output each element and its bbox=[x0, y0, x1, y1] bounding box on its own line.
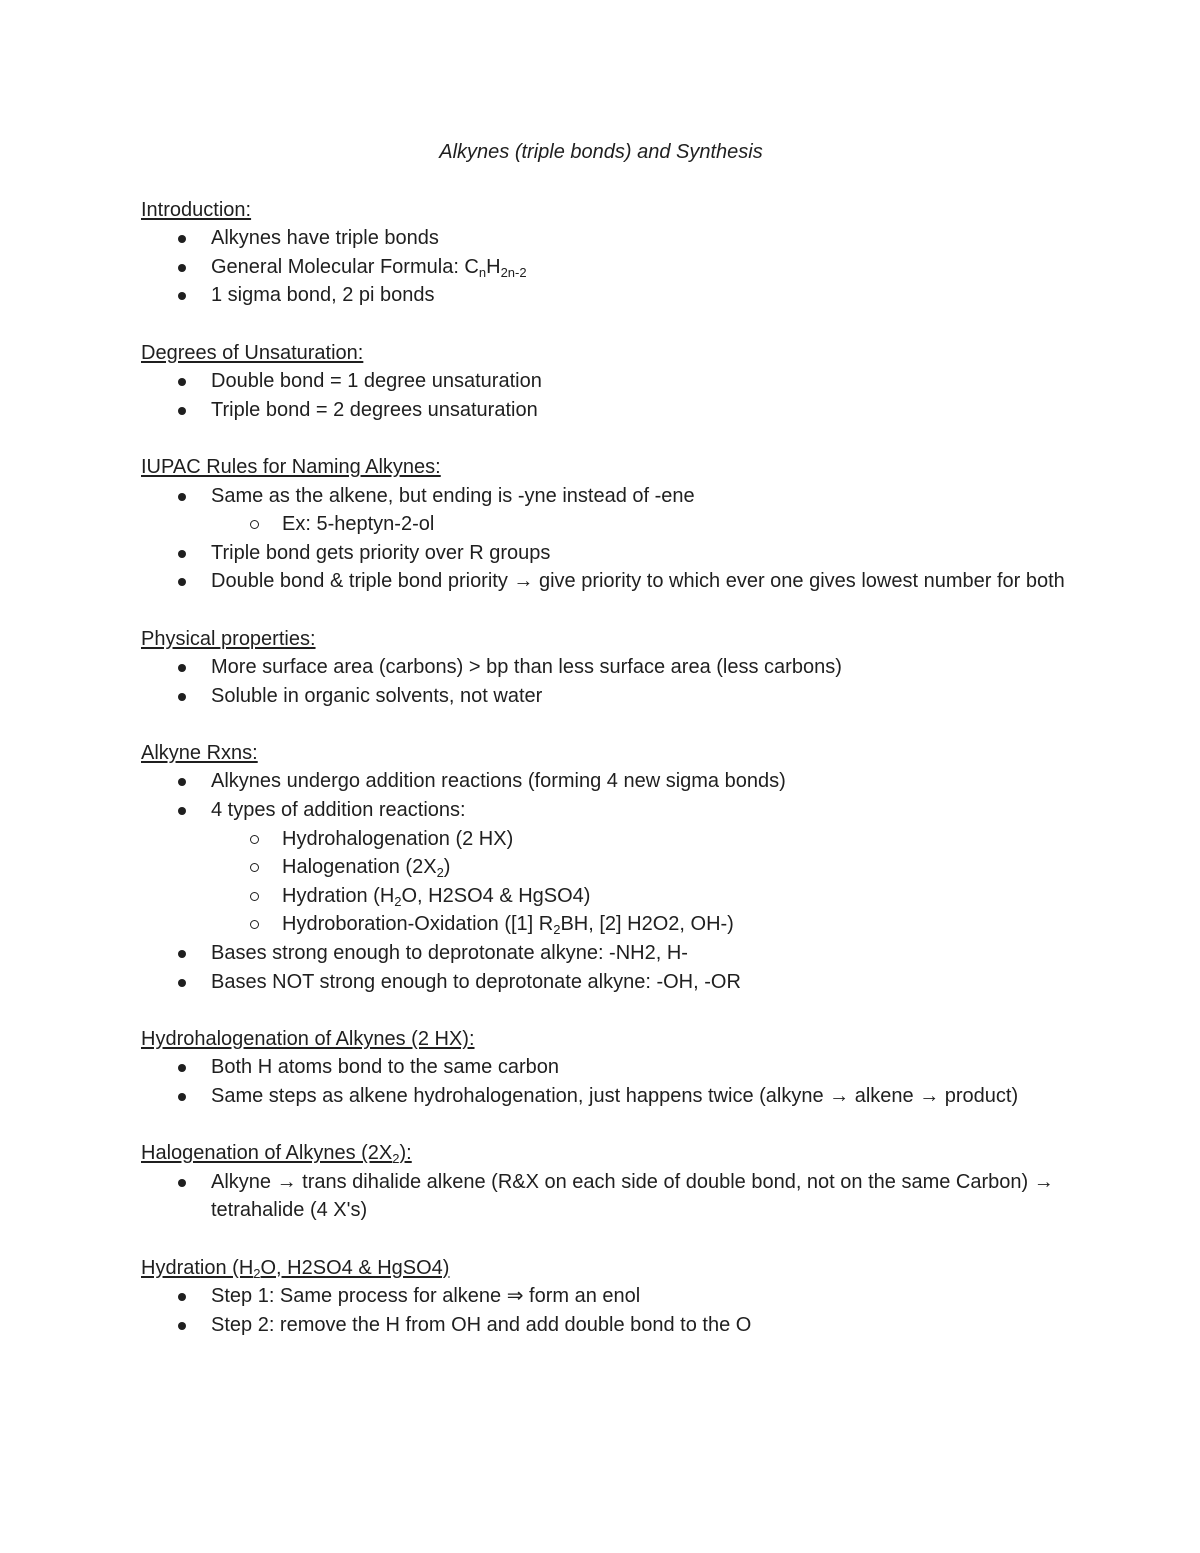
list-item-text: BH, [2] H2O2, OH-) bbox=[560, 913, 734, 936]
bullet-list bbox=[141, 482, 1071, 596]
subscript: 2 bbox=[392, 1151, 400, 1167]
list-item-text: General Molecular Formula: C bbox=[211, 255, 479, 278]
list-item-text: H bbox=[486, 255, 501, 278]
heading-text: Hydration (H bbox=[141, 1256, 254, 1279]
section-heading: Alkyne Rxns: bbox=[141, 741, 258, 764]
list-item-text: Hydration (H bbox=[282, 884, 395, 907]
subscript: 2 bbox=[253, 1265, 261, 1281]
list-item: More surface area (carbons) > bp than less surface area (less carbons) bbox=[141, 653, 1071, 682]
subscript: n bbox=[478, 264, 487, 280]
bullet-list bbox=[141, 367, 1071, 424]
section-hydration bbox=[141, 1254, 1071, 1340]
section-heading bbox=[141, 1139, 1071, 1168]
list-item: Soluble in organic solvents, not water bbox=[141, 682, 1071, 711]
section-heading: IUPAC Rules for Naming Alkynes: bbox=[141, 455, 441, 478]
list-item: Step 1: Same process for alkene ⇒ form an enol bbox=[141, 1282, 1071, 1311]
list-item: Bases strong enough to deprotonate alkyne: -NH2, H- bbox=[141, 939, 1071, 968]
heading-text: ): bbox=[399, 1142, 412, 1165]
list-item: Alkyne → trans dihalide alkene (R&X on each side of double bond, not on the same Carbon) → tetrahalide (4 X's) bbox=[141, 1168, 1071, 1225]
list-item bbox=[141, 253, 1071, 282]
section-heading: Physical properties: bbox=[141, 627, 316, 650]
bullet-list bbox=[141, 1168, 1071, 1225]
list-item-text: O, H2SO4 & HgSO4) bbox=[401, 884, 591, 907]
list-item: 1 sigma bond, 2 pi bonds bbox=[141, 281, 1071, 310]
sub-list-item bbox=[141, 853, 1071, 882]
list-item-text: Hydroboration-Oxidation ([1] R bbox=[282, 913, 554, 936]
section-alkyne-rxns bbox=[141, 739, 1071, 996]
list-item-text: ) bbox=[443, 856, 451, 879]
section-iupac bbox=[141, 453, 1071, 596]
section-physical-properties bbox=[141, 625, 1071, 711]
section-heading: Introduction: bbox=[141, 198, 252, 221]
list-item: Same steps as alkene hydrohalogenation, just happens twice (alkyne → alkene → product) bbox=[141, 1082, 1071, 1111]
subscript: 2 bbox=[436, 865, 444, 881]
subscript: 2 bbox=[394, 893, 402, 909]
sub-list-item bbox=[141, 882, 1071, 911]
bullet-list bbox=[141, 653, 1071, 710]
section-unsaturation bbox=[141, 339, 1071, 425]
sub-list-item: Hydrohalogenation (2 HX) bbox=[141, 825, 1071, 854]
sub-list-item bbox=[141, 910, 1071, 939]
subscript: 2n-2 bbox=[500, 264, 527, 280]
subscript: 2 bbox=[553, 922, 561, 938]
bullet-list bbox=[141, 1053, 1071, 1110]
bullet-list bbox=[141, 767, 1071, 996]
section-hydrohalogenation bbox=[141, 1025, 1071, 1111]
heading-text: O, H2SO4 & HgSO4) bbox=[260, 1256, 450, 1279]
list-item-text: Halogenation (2X bbox=[282, 856, 437, 879]
list-item: Triple bond gets priority over R groups bbox=[141, 539, 1071, 568]
list-item: Alkynes undergo addition reactions (forming 4 new sigma bonds) bbox=[141, 767, 1071, 796]
list-item: Step 2: remove the H from OH and add double bond to the O bbox=[141, 1311, 1071, 1340]
section-heading: Degrees of Unsaturation: bbox=[141, 341, 364, 364]
list-item: Both H atoms bond to the same carbon bbox=[141, 1053, 1071, 1082]
heading-text: Halogenation of Alkynes (2X bbox=[141, 1142, 393, 1165]
sub-list-item: Ex: 5-heptyn-2-ol bbox=[141, 510, 1071, 539]
bullet-list bbox=[141, 1282, 1071, 1339]
list-item: Bases NOT strong enough to deprotonate alkyne: -OH, -OR bbox=[141, 968, 1071, 997]
list-item: Triple bond = 2 degrees unsaturation bbox=[141, 396, 1071, 425]
section-halogenation bbox=[141, 1139, 1071, 1225]
list-item: Double bond & triple bond priority → give priority to which ever one gives lowest number for both bbox=[141, 567, 1071, 596]
list-item: 4 types of addition reactions: bbox=[141, 796, 1071, 825]
list-item: Same as the alkene, but ending is -yne instead of -ene bbox=[141, 482, 1071, 511]
section-introduction bbox=[141, 196, 1071, 310]
section-heading bbox=[141, 1254, 1071, 1283]
bullet-list bbox=[141, 224, 1071, 310]
document-page bbox=[141, 138, 1071, 1368]
list-item: Alkynes have triple bonds bbox=[141, 224, 1071, 253]
document-title: Alkynes (triple bonds) and Synthesis bbox=[439, 141, 763, 163]
section-heading: Hydrohalogenation of Alkynes (2 HX): bbox=[141, 1027, 475, 1050]
list-item: Double bond = 1 degree unsaturation bbox=[141, 367, 1071, 396]
